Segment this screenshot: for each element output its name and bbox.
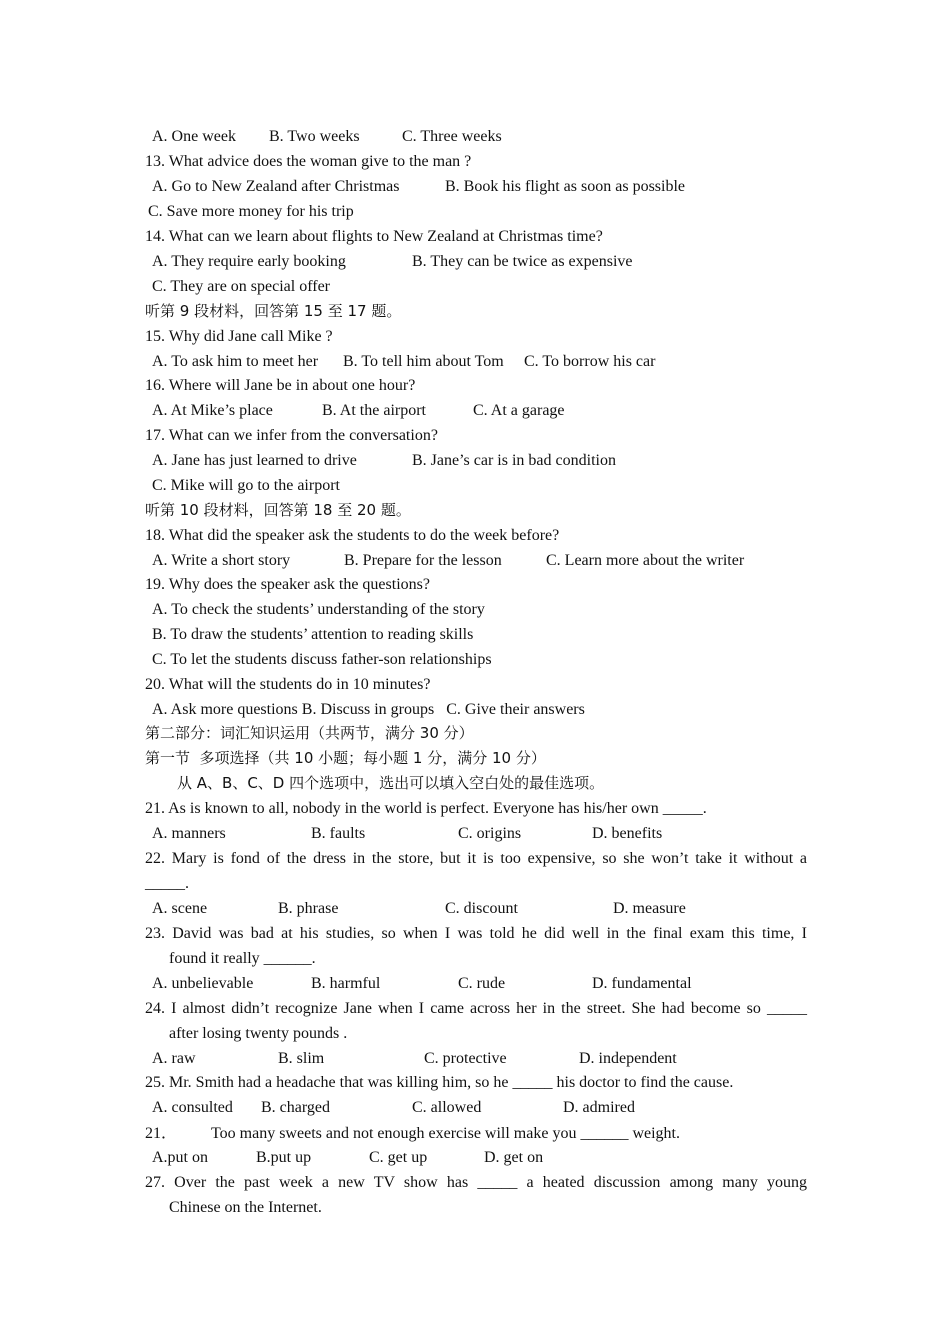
q26-option-b: B.put up [256,1149,312,1166]
q12-options [152,124,814,149]
q24-options [152,1046,814,1071]
q24-option-a: A. raw [152,1050,196,1067]
q20-stem: 20. What will the students do in 10 minutes? [145,676,431,693]
q23-option-d: D. fundamental [592,975,692,992]
q19-option-a: A. To check the students’ understanding of the story [152,601,485,618]
q22-option-c: C. discount [445,900,518,917]
q15-option-a: A. To ask him to meet her [152,353,319,370]
q21-option-d: D. benefits [592,825,663,842]
q25-option-c: C. allowed [412,1099,482,1116]
q19-stem: 19. Why does the speaker ask the questions? [145,576,430,593]
part-2-heading: 第二部分：词汇知识运用（共两节，满分 30 分） [145,724,474,742]
q26-stem: Too many sweets and not enough exercise will make you ______ weight. [211,1125,680,1142]
q21-stem: 21. As is known to all, nobody in the world is perfect. Everyone has his/her own _____. [145,800,707,817]
q16-option-b: B. At the airport [322,402,426,419]
q15-option-b: B. To tell him about Tom [343,353,504,370]
q23-stem-line1: 23. David was bad at his studies, so when I was told he did well in the final exam this time, I [145,925,807,942]
q14-option-a: A. They require early booking [152,253,346,270]
q26-option-d: D. get on [484,1149,544,1166]
q16-option-c: C. At a garage [473,402,565,419]
q24-option-d: D. independent [579,1050,677,1067]
q21-option-c: C. origins [458,825,522,842]
q13-option-a: A. Go to New Zealand after Christmas [152,178,400,195]
q18-option-a: A. Write a short story [152,552,291,569]
q26-stem-line [145,1121,807,1146]
q18-option-c: C. Learn more about the writer [546,552,745,569]
q24-option-c: C. protective [424,1050,507,1067]
part-2-instructions: 从 A、B、C、D 四个选项中，选出可以填入空白处的最佳选项。 [177,774,605,792]
q26-option-c: C. get up [369,1149,428,1166]
q17-option-c: C. Mike will go to the airport [152,477,340,494]
q12-option-c: C. Three weeks [402,128,502,145]
q22-option-a: A. scene [152,900,208,917]
q22-stem-line2: _____. [145,875,189,892]
q12-option-b: B. Two weeks [269,128,360,145]
q22-option-b: B. phrase [278,900,339,917]
q27-stem-line2: Chinese on the Internet. [169,1199,322,1216]
q26-option-a: A.put on [152,1149,208,1166]
q23-stem-line2: found it really ______. [169,950,316,967]
q18-option-b: B. Prepare for the lesson [344,552,502,569]
q23-options [152,971,814,996]
q25-option-a: A. consulted [152,1099,233,1116]
q23-option-c: C. rude [458,975,506,992]
q23-option-b: B. harmful [311,975,381,992]
q15-options [152,349,814,374]
q22-options [152,896,814,921]
q14-stem: 14. What can we learn about flights to New Zealand at Christmas time? [145,228,603,245]
q21-options [152,821,814,846]
q15-option-c: C. To borrow his car [524,353,656,370]
q13-option-b: B. Book his flight as soon as possible [445,178,686,195]
q16-options [152,398,814,423]
q24-stem-line1: 24. I almost didn’t recognize Jane when I came across her in the street. She had become so _____ [145,1000,807,1017]
part-2-section-1-heading: 第一节 多项选择（共 10 小题；每小题 1 分，满分 10 分） [145,749,546,767]
q25-stem: 25. Mr. Smith had a headache that was killing him, so he _____ his doctor to find the cause. [145,1074,734,1091]
q19-option-c: C. To let the students discuss father-son relationships [152,651,492,668]
q14-options-row1 [152,249,814,274]
q12-option-a: A. One week [152,128,236,145]
section-9-heading: 听第 9 段材料，回答第 15 至 17 题。 [145,302,402,320]
q22-stem-line1: 22. Mary is fond of the dress in the store, but it is too expensive, so she won’t take it without a [145,850,807,867]
q27-stem-line1: 27. Over the past week a new TV show has _____ a heated discussion among many young [145,1174,807,1191]
q13-option-c: C. Save more money for his trip [148,203,354,220]
q17-stem: 17. What can we infer from the conversation? [145,427,438,444]
q17-option-b: B. Jane’s car is in bad condition [412,452,616,469]
q23-option-a: A. unbelievable [152,975,254,992]
q17-option-a: A. Jane has just learned to drive [152,452,357,469]
q26-options [152,1145,814,1170]
q25-options [152,1095,814,1120]
q26-number: 21． [145,1125,178,1142]
q21-option-b: B. faults [311,825,366,842]
q24-option-b: B. slim [278,1050,325,1067]
q25-option-b: B. charged [261,1099,331,1116]
q22-option-d: D. measure [613,900,686,917]
q20-options: A. Ask more questions B. Discuss in groups C. Give their answers [152,701,585,718]
q16-option-a: A. At Mike’s place [152,402,273,419]
q17-options-row1 [152,448,814,473]
q13-stem: 13. What advice does the woman give to the man ? [145,153,472,170]
q14-option-b: B. They can be twice as expensive [412,253,633,270]
q21-option-a: A. manners [152,825,226,842]
q16-stem: 16. Where will Jane be in about one hour? [145,377,416,394]
section-10-heading: 听第 10 段材料，回答第 18 至 20 题。 [145,501,411,519]
q18-options [152,548,814,573]
q19-option-b: B. To draw the students’ attention to reading skills [152,626,474,643]
q13-options-row1 [152,174,814,199]
q18-stem: 18. What did the speaker ask the students to do the week before? [145,527,560,544]
q25-option-d: D. admired [563,1099,635,1116]
q14-option-c: C. They are on special offer [152,278,331,295]
q15-stem: 15. Why did Jane call Mike ? [145,328,333,345]
q24-stem-line2: after losing twenty pounds . [169,1025,348,1042]
